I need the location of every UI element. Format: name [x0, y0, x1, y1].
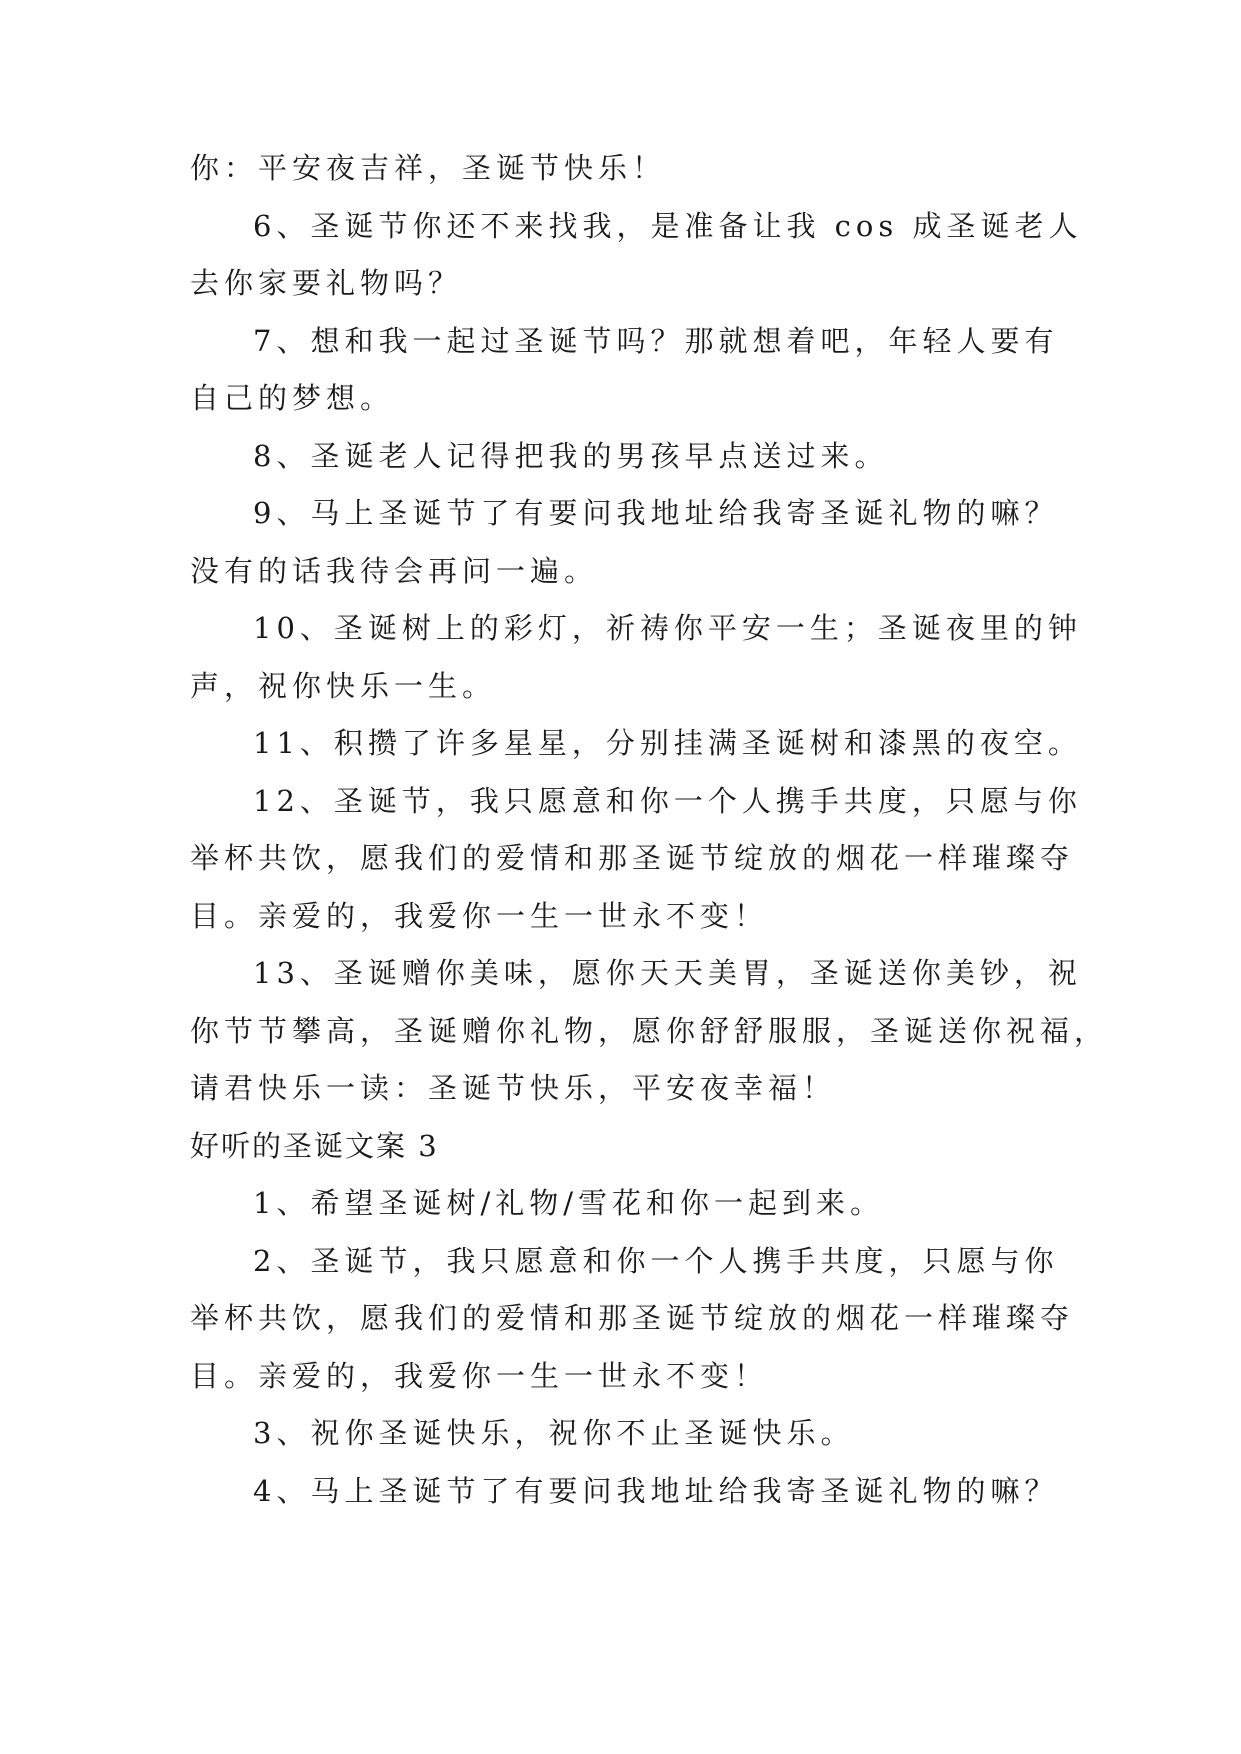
text-line: 12、圣诞节，我只愿意和你一个人携手共度，只愿与你 — [253, 784, 1082, 818]
section-heading: 好听的圣诞文案 3 — [190, 1129, 439, 1163]
text-line: 10、圣诞树上的彩灯，祈祷你平安一生；圣诞夜里的钟 — [253, 611, 1082, 645]
text-line: 1、希望圣诞树/礼物/雪花和你一起到来。 — [253, 1186, 884, 1220]
text-line: 8、圣诞老人记得把我的男孩早点送过来。 — [253, 439, 889, 473]
text-line: 2、圣诞节，我只愿意和你一个人携手共度，只愿与你 — [253, 1244, 1059, 1278]
text-line: 4、马上圣诞节了有要问我地址给我寄圣诞礼物的嘛？ — [253, 1474, 1059, 1508]
text-line: 举杯共饮，愿我们的爱情和那圣诞节绽放的烟花一样璀璨夺 — [190, 841, 1075, 875]
text-line: 目。亲爱的，我爱你一生一世永不变！ — [190, 899, 769, 933]
text-line: 13、圣诞赠你美味，愿你天天美胃，圣诞送你美钞，祝 — [253, 956, 1082, 990]
text-line: 自己的梦想。 — [190, 381, 395, 415]
text-line: 请君快乐一读：圣诞节快乐，平安夜幸福！ — [190, 1071, 837, 1105]
text-line: 11、积攒了许多星星，分别挂满圣诞树和漆黑的夜空。 — [253, 726, 1082, 760]
text-line: 3、祝你圣诞快乐，祝你不止圣诞快乐。 — [253, 1416, 855, 1450]
text-line: 声，祝你快乐一生。 — [190, 669, 497, 703]
text-line: 你：平安夜吉祥，圣诞节快乐！ — [190, 151, 667, 185]
text-line: 举杯共饮，愿我们的爱情和那圣诞节绽放的烟花一样璀璨夺 — [190, 1301, 1075, 1335]
text-line: 你节节攀高，圣诞赠你礼物，愿你舒舒服服，圣诞送你祝福， — [190, 1014, 1109, 1048]
text-line: 6、圣诞节你还不来找我，是准备让我 cos 成圣诞老人 — [253, 209, 1083, 243]
text-line: 9、马上圣诞节了有要问我地址给我寄圣诞礼物的嘛？ — [253, 496, 1059, 530]
text-line: 目。亲爱的，我爱你一生一世永不变！ — [190, 1359, 769, 1393]
text-line: 没有的话我待会再问一遍。 — [190, 554, 599, 588]
text-line: 7、想和我一起过圣诞节吗？那就想着吧，年轻人要有 — [253, 324, 1059, 358]
text-line: 去你家要礼物吗？ — [190, 266, 463, 300]
